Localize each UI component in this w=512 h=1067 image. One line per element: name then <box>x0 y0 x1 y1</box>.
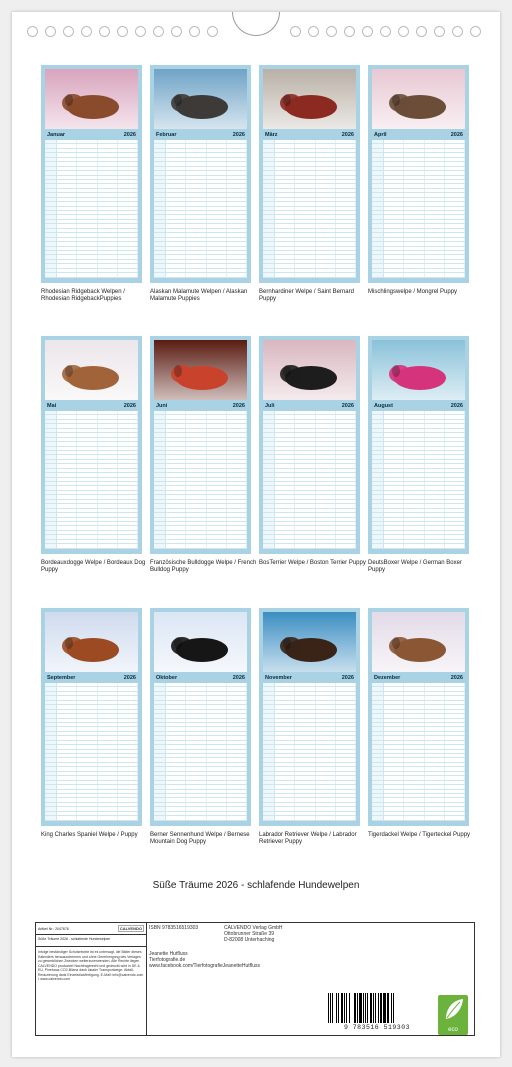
day-row <box>372 816 465 820</box>
month-caption: Tigerdackel Welpe / Tigerteckel Puppy <box>368 832 471 838</box>
month-year: 2026 <box>232 403 245 409</box>
info-left-column <box>36 923 147 1035</box>
binding-ring <box>117 26 128 37</box>
sleeping-puppy-illustration <box>372 340 465 400</box>
leaf-icon <box>438 995 468 1023</box>
day-row <box>45 544 138 548</box>
sleeping-puppy-illustration <box>372 69 465 129</box>
month-caption: BosTerrier Welpe / Boston Terrier Puppy <box>259 560 366 566</box>
binding-ring <box>416 26 427 37</box>
sleeping-puppy-illustration <box>263 69 356 129</box>
disclaimer-text: Infolge beständiger Schutzrechte ist es untersagt, die Bilder dieses Kalenders herauszutrennen und ohne Genehmigung des Verlages zu gewerblichen Zwecken weiterzuverwenden. Alle Rechte liegen CALVENDO produziert Nachfragerecht und gedruckt wird in DE & EU. Pinehaus CO2-Bilanz dank lokaler Transportwege. Abfall-Reduzierung dank Einzelstückfertigung. E-Mail: info@calvendo.com • www.calvendo.com <box>38 950 144 981</box>
binding-ring <box>99 26 110 37</box>
month-block <box>41 608 142 826</box>
month-block <box>150 608 251 826</box>
puppy-photo <box>263 340 356 400</box>
month-block <box>41 65 142 283</box>
puppy-photo <box>372 340 465 400</box>
month-year: 2026 <box>123 403 136 409</box>
month-name: Dezember <box>374 675 401 681</box>
month-block <box>259 336 360 554</box>
binding-ring <box>207 26 218 37</box>
puppy-photo <box>372 612 465 672</box>
day-row <box>154 544 247 548</box>
eco-label: eco <box>448 1027 458 1033</box>
day-row <box>154 273 247 277</box>
sleeping-puppy-illustration <box>45 340 138 400</box>
month-name: Januar <box>47 132 66 138</box>
month-name: April <box>374 132 387 138</box>
month-year: 2026 <box>341 132 354 138</box>
barcode-number: 9 783516 519303 <box>343 1024 410 1031</box>
month-name: Juni <box>156 403 168 409</box>
calendar-title: Süße Träume 2026 - schlafende Hundewelpen <box>152 880 360 891</box>
calvendo-logo: CALVENDO <box>119 926 142 931</box>
month-block <box>259 608 360 826</box>
month-year: 2026 <box>123 675 136 681</box>
month-caption: Alaskan Malamute Welpen / Alaskan Malamute Puppies <box>150 289 248 302</box>
binding-ring <box>290 26 301 37</box>
month-year: 2026 <box>450 403 463 409</box>
day-row <box>372 544 465 548</box>
barcode <box>328 993 426 1033</box>
calendar-page <box>12 12 500 1057</box>
month-name: August <box>374 403 393 409</box>
author-info: Jeanette Hutfluss Tierfotografie.de www.facebook.com/TierfotografieJeanetteHutfluss <box>149 951 260 969</box>
month-day-grid <box>372 411 465 549</box>
day-row <box>263 544 356 548</box>
binding-ring <box>470 26 481 37</box>
sleeping-puppy-illustration <box>45 612 138 672</box>
binding-ring <box>326 26 337 37</box>
puppy-photo <box>263 69 356 129</box>
month-caption: Bernhardiner Welpe / Saint Bernard Puppy <box>259 289 354 302</box>
day-row <box>263 816 356 820</box>
binding-ring <box>171 26 182 37</box>
binding-ring <box>308 26 319 37</box>
month-caption: DeutsBoxer Welpe / German Boxer Puppy <box>368 560 462 573</box>
month-day-grid <box>372 140 465 278</box>
month-name: November <box>265 675 292 681</box>
month-day-grid <box>154 683 247 821</box>
sleeping-puppy-illustration <box>372 612 465 672</box>
month-grid <box>41 65 471 855</box>
month-caption: Labrador Retriever Welpe / Labrador Retriever Puppy <box>259 832 357 845</box>
puppy-photo <box>154 612 247 672</box>
binding-ring <box>81 26 92 37</box>
day-row <box>372 273 465 277</box>
binding-ring <box>398 26 409 37</box>
month-name: März <box>265 132 278 138</box>
month-block <box>41 336 142 554</box>
binding-ring <box>135 26 146 37</box>
info-box <box>35 922 475 1036</box>
month-block <box>150 336 251 554</box>
month-caption: Französische Bulldogge Welpe / French Bulldog Puppy <box>150 560 257 573</box>
month-day-grid <box>263 140 356 278</box>
article-number: Artikel Nr.: 2047676 <box>38 926 69 931</box>
sleeping-puppy-illustration <box>154 69 247 129</box>
month-block <box>259 65 360 283</box>
binding-ring <box>27 26 38 37</box>
puppy-photo <box>263 612 356 672</box>
month-name: Februar <box>156 132 177 138</box>
binding-ring <box>45 26 56 37</box>
month-caption: Mischlingswelpe / Mongrel Puppy <box>368 289 458 295</box>
month-year: 2026 <box>123 132 136 138</box>
binding-ring <box>153 26 164 37</box>
month-caption: Rhodesian Ridgeback Welpen / Rhodesian RidgebackPuppies <box>41 289 125 302</box>
day-row <box>154 816 247 820</box>
month-day-grid <box>45 683 138 821</box>
sleeping-puppy-illustration <box>263 612 356 672</box>
month-year: 2026 <box>232 675 245 681</box>
sleeping-puppy-illustration <box>263 340 356 400</box>
binding-ring <box>344 26 355 37</box>
month-day-grid <box>45 140 138 278</box>
sleeping-puppy-illustration <box>154 340 247 400</box>
month-year: 2026 <box>341 403 354 409</box>
month-day-grid <box>45 411 138 549</box>
puppy-photo <box>45 340 138 400</box>
month-name: September <box>47 675 76 681</box>
month-day-grid <box>263 411 356 549</box>
month-day-grid <box>154 140 247 278</box>
isbn-text: ISBN 9783516519303 <box>149 925 199 931</box>
binding-ring <box>362 26 373 37</box>
day-row <box>263 273 356 277</box>
binding-ring <box>63 26 74 37</box>
day-row <box>45 273 138 277</box>
puppy-photo <box>372 69 465 129</box>
month-block <box>368 608 469 826</box>
puppy-photo <box>154 69 247 129</box>
month-caption: King Charles Spaniel Welpe / Puppy <box>41 832 138 838</box>
month-day-grid <box>154 411 247 549</box>
month-day-grid <box>263 683 356 821</box>
month-year: 2026 <box>450 675 463 681</box>
puppy-photo <box>45 69 138 129</box>
month-year: 2026 <box>341 675 354 681</box>
puppy-photo <box>45 612 138 672</box>
month-block <box>150 65 251 283</box>
eco-badge <box>438 995 468 1035</box>
binding-ring <box>434 26 445 37</box>
product-title: Süße Träume 2026 - schlafende Hundewelpen <box>36 935 146 947</box>
month-caption: Berner Sennenhund Welpe / Bernese Mountain Dog Puppy <box>150 832 250 845</box>
sleeping-puppy-illustration <box>154 612 247 672</box>
month-year: 2026 <box>450 132 463 138</box>
month-name: Mai <box>47 403 57 409</box>
barcode-bars <box>328 993 426 1023</box>
binding-ring <box>189 26 200 37</box>
publisher-address: CALVENDO Verlag GmbH Ottobrunner Straße 39 D-82008 Unterhaching <box>224 925 283 943</box>
day-row <box>45 816 138 820</box>
puppy-photo <box>154 340 247 400</box>
month-year: 2026 <box>232 132 245 138</box>
month-caption: Bordeauxdogge Welpe / Bordeaux Dog Puppy <box>41 560 146 573</box>
binding-ring <box>452 26 463 37</box>
month-name: Juli <box>265 403 275 409</box>
month-block <box>368 336 469 554</box>
month-name: Oktober <box>156 675 178 681</box>
binding-ring <box>380 26 391 37</box>
month-block <box>368 65 469 283</box>
sleeping-puppy-illustration <box>45 69 138 129</box>
month-day-grid <box>372 683 465 821</box>
